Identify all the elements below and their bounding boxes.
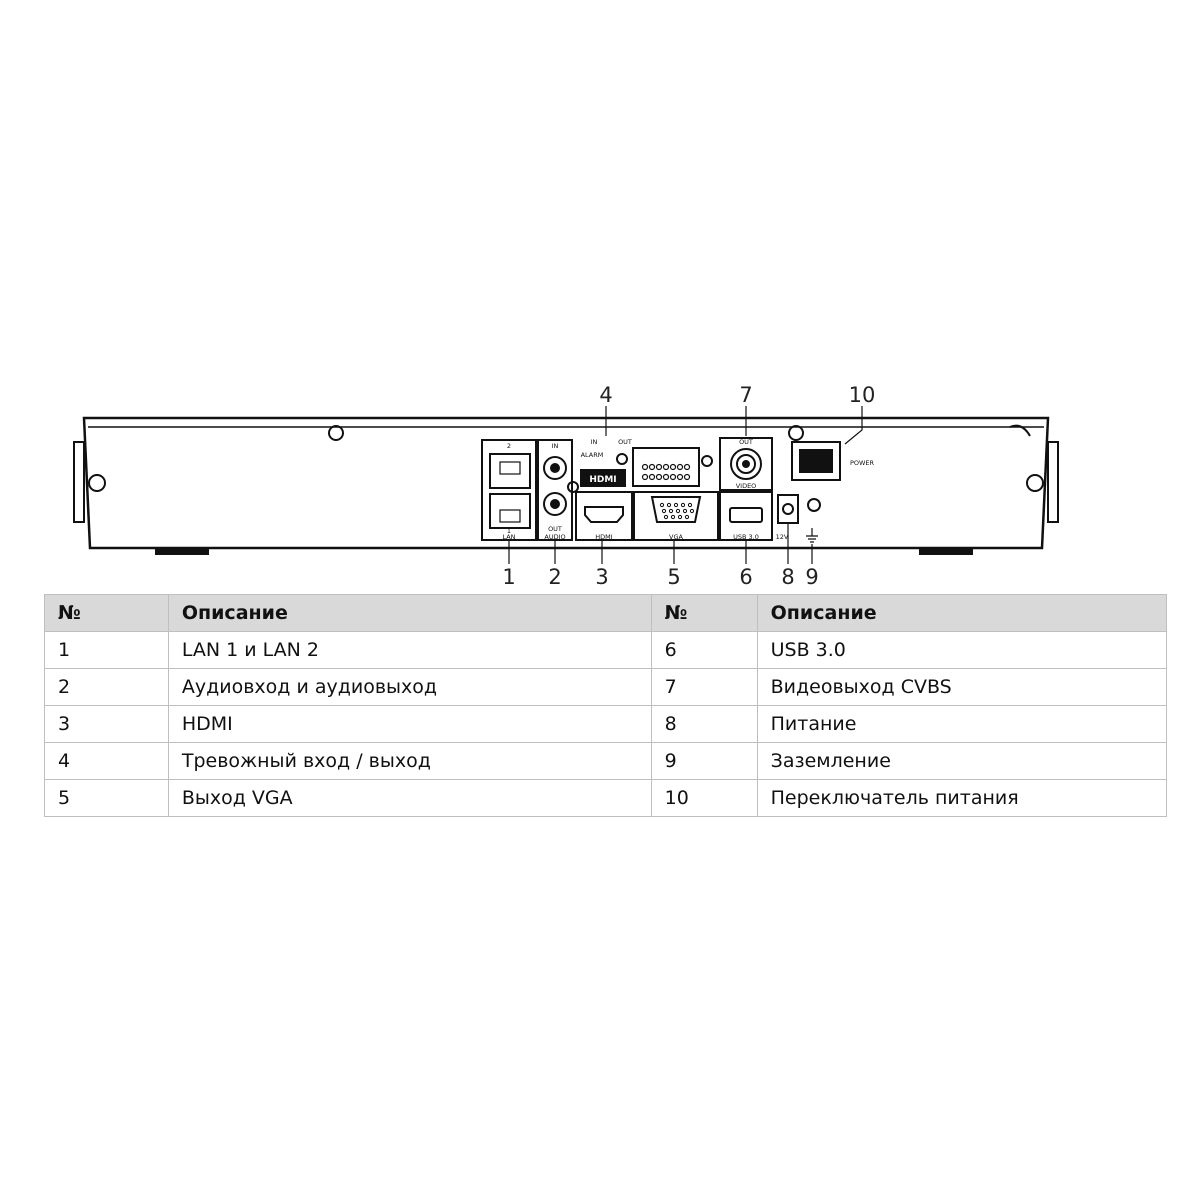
cell-number: 10 xyxy=(651,780,757,817)
cell-description: Видеовыход CVBS xyxy=(757,669,1166,706)
hdmi-port xyxy=(585,507,623,522)
cell-number: 4 xyxy=(45,743,169,780)
lan-port2-label: 2 xyxy=(506,442,512,450)
callout-number: 5 xyxy=(667,565,681,589)
ground-icon xyxy=(806,528,818,542)
audio-in-label: IN xyxy=(551,442,559,450)
header-number: № xyxy=(651,595,757,632)
ports-description-table xyxy=(44,594,1167,817)
usb-label: USB 3.0 xyxy=(733,533,759,541)
table-row xyxy=(45,669,1167,706)
cell-description: Тревожный вход / выход xyxy=(168,743,651,780)
nvr-rear-panel-diagram xyxy=(0,370,1200,595)
cell-number: 2 xyxy=(45,669,169,706)
usb-port xyxy=(730,508,762,522)
screw-icon xyxy=(89,475,105,491)
chassis-outline xyxy=(84,418,1048,548)
screw-icon xyxy=(1027,475,1043,491)
alarm-label: ALARM xyxy=(580,451,604,459)
callout-number: 3 xyxy=(595,565,609,589)
cell-number: 8 xyxy=(651,706,757,743)
screw-icon xyxy=(329,426,343,440)
lan-label: LAN xyxy=(502,533,516,541)
right-rack-bracket xyxy=(1048,442,1058,522)
table-header-row xyxy=(45,595,1167,632)
cell-description: Переключатель питания xyxy=(757,780,1166,817)
callout-number: 4 xyxy=(599,383,613,407)
left-rack-bracket xyxy=(74,442,84,522)
power-switch-label: POWER xyxy=(849,459,875,467)
hdmi-logo-text: HDMI xyxy=(589,475,617,485)
alarm-out-label: OUT xyxy=(618,438,632,446)
header-description: Описание xyxy=(168,595,651,632)
cell-number: 9 xyxy=(651,743,757,780)
screw-icon xyxy=(617,454,627,464)
hdmi-port-label: HDMI xyxy=(595,533,613,541)
callout-number: 9 xyxy=(805,565,819,589)
cell-number: 7 xyxy=(651,669,757,706)
table-row xyxy=(45,632,1167,669)
cell-description: Питание xyxy=(757,706,1166,743)
lan-port1-label: 1 xyxy=(506,527,512,535)
cell-description: USB 3.0 xyxy=(757,632,1166,669)
cell-number: 5 xyxy=(45,780,169,817)
screw-icon xyxy=(789,426,803,440)
lan-port-2 xyxy=(490,454,530,488)
dc-power-jack xyxy=(778,495,798,523)
cell-number: 1 xyxy=(45,632,169,669)
right-foot xyxy=(920,548,972,554)
table-row xyxy=(45,743,1167,780)
callout-number: 2 xyxy=(548,565,562,589)
cell-number: 6 xyxy=(651,632,757,669)
alarm-in-label: IN xyxy=(590,438,598,446)
video-label: VIDEO xyxy=(735,482,757,490)
left-foot xyxy=(156,548,208,554)
callout-number: 8 xyxy=(781,565,795,589)
cell-description: Выход VGA xyxy=(168,780,651,817)
vga-label: VGA xyxy=(669,533,683,541)
callout-number: 7 xyxy=(739,383,753,407)
callout-number: 1 xyxy=(502,565,516,589)
audio-out-label: OUT xyxy=(548,525,562,533)
callout-number: 6 xyxy=(739,565,753,589)
callout-number: 10 xyxy=(848,383,876,407)
video-out-label: OUT xyxy=(739,438,753,446)
cell-description: Аудиовход и аудиовыход xyxy=(168,669,651,706)
lan-port-1 xyxy=(490,494,530,528)
cell-description: Заземление xyxy=(757,743,1166,780)
header-number: № xyxy=(45,595,169,632)
header-description: Описание xyxy=(757,595,1166,632)
power-dc-label: 12V xyxy=(775,533,789,541)
screw-icon xyxy=(702,456,712,466)
cell-description: HDMI xyxy=(168,706,651,743)
cell-description: LAN 1 и LAN 2 xyxy=(168,632,651,669)
audio-label: AUDIO xyxy=(544,533,566,541)
cell-number: 3 xyxy=(45,706,169,743)
table-row xyxy=(45,780,1167,817)
table-row xyxy=(45,706,1167,743)
ground-screw-icon xyxy=(808,499,820,511)
